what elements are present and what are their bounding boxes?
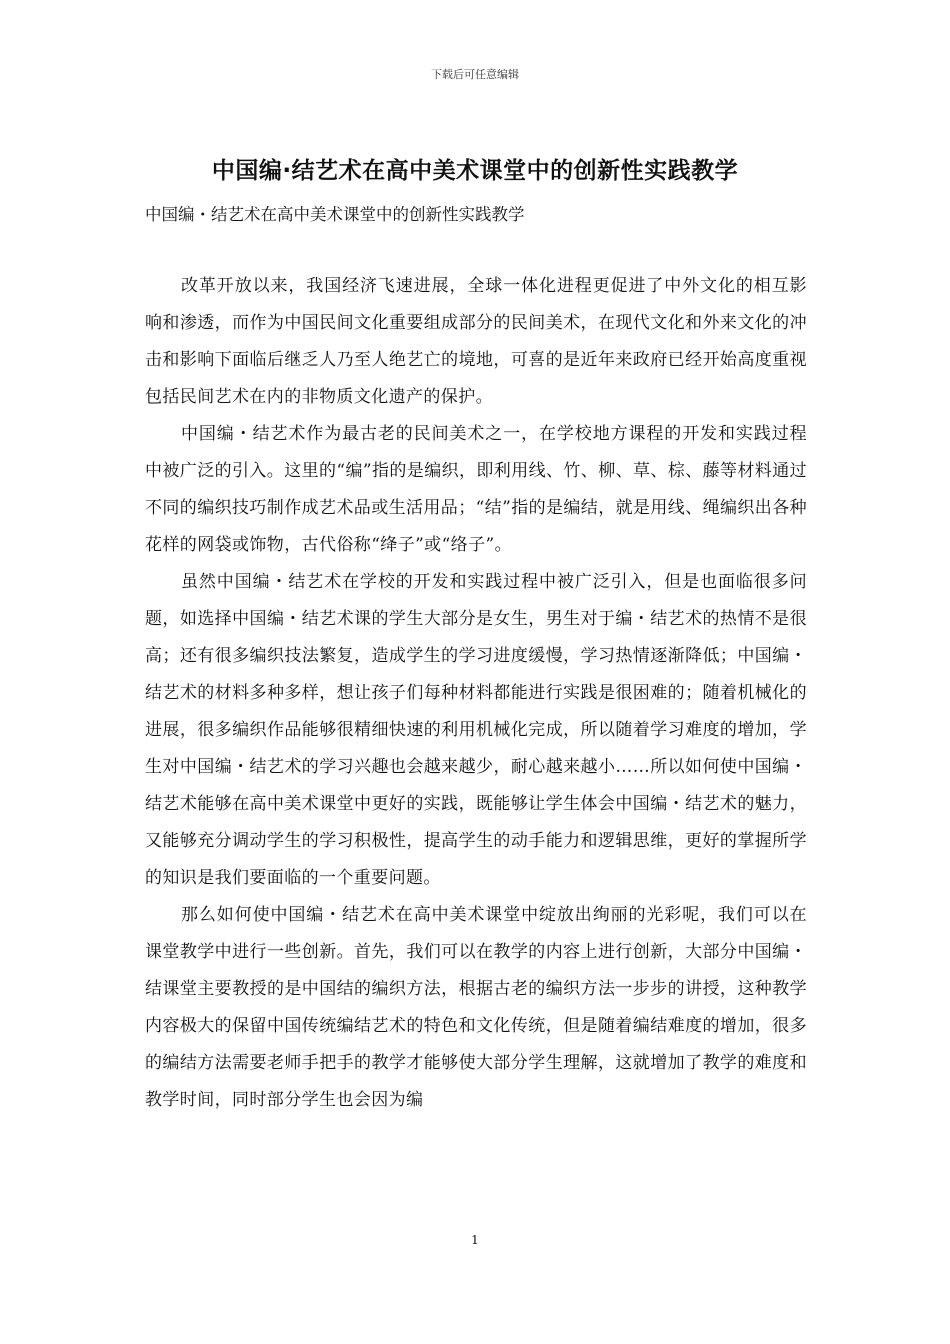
document-subtitle: 中国编・结艺术在高中美术课堂中的创新性实践教学 — [145, 205, 525, 224]
page-number: 1 — [471, 1233, 479, 1247]
page-header-note: 下载后可任意编辑 — [431, 68, 519, 81]
document-body — [145, 268, 807, 1119]
body-paragraph: 虽然中国编・结艺术在学校的开发和实践过程中被广泛引入，但是也面临很多问题，如选择中国编・结艺术课的学生大部分是女生，男生对于编・结艺术的热情不是很高；还有很多编织技法繁复，造成学生的学习进度缓慢，学习热情逐渐降低；中国编・结艺术的材料多种多样，想让孩子们每种材料都能进行实践是很困难的；随着机械化的进展，很多编织作品能够很精细快速的利用机械化完成，所以随着学习难度的增加，学生对中国编・结艺术的学习兴趣也会越来越少，耐心越来越小……所以如何使中国编・结艺术能够在高中美术课堂中更好的实践，既能够让学生体会中国编・结艺术的魅力，又能够充分调动学生的学习积极性，提高学生的动手能力和逻辑思维，更好的掌握所学的知识是我们要面临的一个重要问题。 — [145, 572, 807, 888]
body-paragraph: 中国编・结艺术作为最古老的民间美术之一，在学校地方课程的开发和实践过程中被广泛的引入。这里的“编”指的是编织，即利用线、竹、柳、草、棕、藤等材料通过不同的编织技巧制作成艺术品或生活用品；“结”指的是编结，就是用线、绳编织出各种花样的网袋或饰物，古代俗称“绛子”或“络子”。 — [145, 424, 807, 555]
body-paragraph: 那么如何使中国编・结艺术在高中美术课堂中绽放出绚丽的光彩呢，我们可以在课堂教学中进行一些创新。首先，我们可以在教学的内容上进行创新，大部分中国编・结课堂主要教授的是中国结的编织方法，根据古老的编织方法一步步的讲授，这种教学内容极大的保留中国传统编结艺术的特色和文化传统，但是随着编结难度的增加，很多的编结方法需要老师手把手的教学才能够使大部分学生理解，这就增加了教学的难度和教学时间，同时部分学生也会因为编 — [145, 905, 807, 1110]
body-paragraph: 改革开放以来，我国经济飞速进展，全球一体化进程更促进了中外文化的相互影响和渗透，而作为中国民间文化重要组成部分的民间美术，在现代文化和外来文化的冲击和影响下面临后继乏人乃至人绝艺亡的境地，可喜的是近年来政府已经开始高度重视包括民间艺术在内的非物质文化遗产的保护。 — [145, 276, 807, 407]
document-title: 中国编·结艺术在高中美术课堂中的创新性实践教学 — [211, 158, 739, 184]
